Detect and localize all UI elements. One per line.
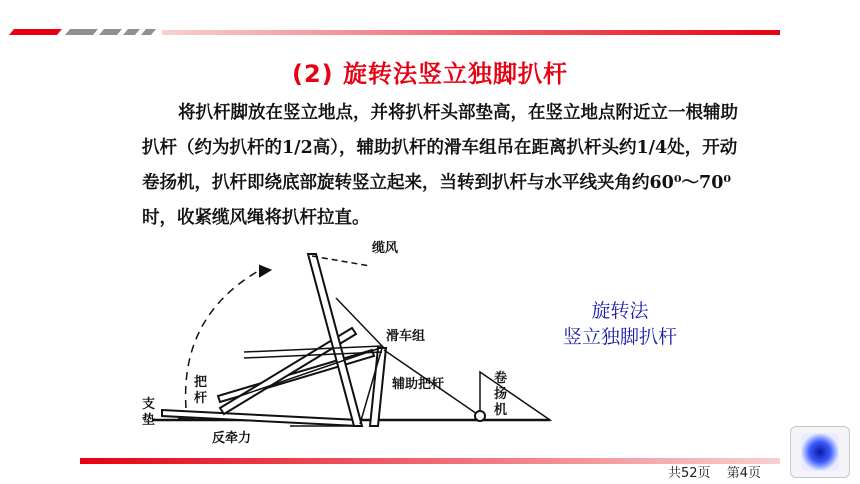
next-slide-icon [791,427,849,477]
current-page: 第4页 [726,466,761,481]
label-support-1: 支 [142,397,156,412]
header-decoration [0,0,860,50]
label-mast-2: 杆 [194,391,208,406]
header-stripes [9,29,156,35]
guy-wire [312,256,370,266]
label-guy-wind: 缆风 [372,241,399,256]
diagram-caption [520,298,720,350]
label-aux-mast: 辅助把杆 [392,377,445,392]
label-pulley-block: 滑车组 [386,329,426,344]
page-indicator [668,462,761,481]
description-paragraph: 将扒杆脚放在竖立地点，并将扒杆头部垫高，在竖立地点附近立一根辅助扒杆（约为扒杆的1/2高），辅助扒杆的滑车组吊在距离扒杆头约1/4处，开动卷扬机，扒杆即绕底部旋转竖立起来，当转到扒杆与水平线夹角约60⁰～70⁰时，收紧缆风绳将扒杆拉直。 [142,103,738,228]
next-slide-button[interactable] [790,426,850,478]
rotation-method-diagram [140,236,560,456]
header-line [162,30,780,35]
label-winch-1: 卷 [494,371,508,386]
ground-slope [480,372,550,420]
mast-initial [162,410,358,426]
slide-title: (2) 旋转法竖立独脚扒杆 [292,60,568,88]
label-mast-1: 把 [194,375,208,390]
label-reverse-force: 反牵力 [212,431,252,446]
label-winch-3: 机 [494,403,508,418]
description [142,96,742,236]
label-winch-2: 扬 [494,387,508,402]
mast-raised [308,254,362,426]
total-pages: 共52页 [668,466,711,481]
caption-line-2: 竖立独脚扒杆 [562,326,677,348]
arc-arrow [260,266,270,276]
label-support-2: 垫 [142,413,156,428]
winch-drum [475,411,485,421]
caption-line-1: 旋转法 [591,300,649,322]
